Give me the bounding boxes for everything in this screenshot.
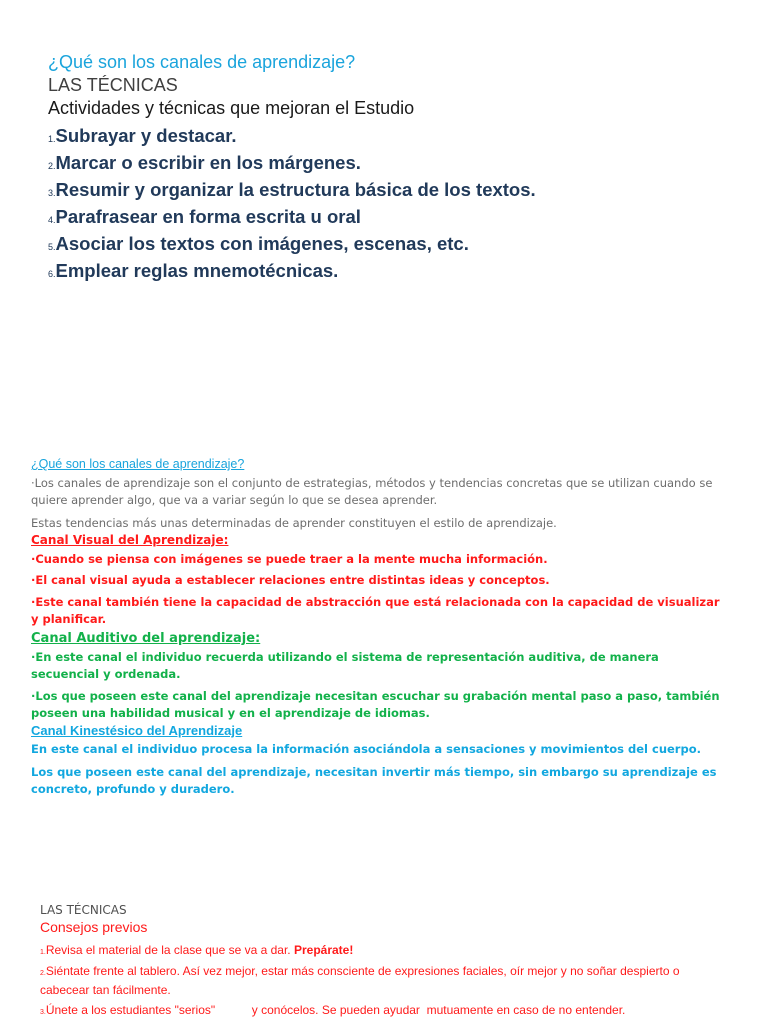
section3-heading: Consejos previos [40,919,148,935]
visual-channel-heading: Canal Visual del Aprendizaje: [31,533,229,547]
intro-paragraph: ·Los canales de aprendizaje son el conjunto de estrategias, métodos y tendencias concretas que se utilizan cuando se quiere aprender algo, que va a variar según lo que se desea aprender. [31,476,713,507]
section1-question: ¿Qué son los canales de aprendizaje? [48,52,356,72]
auditory-point: ·Los que poseen este canal del aprendizaje necesitan escuchar su grabación mental paso a paso, también poseen una habilidad musical y en el aprendizaje de idiomas. [31,689,720,720]
technique-item: 4.Parafrasear en forma escrita u oral [48,206,361,227]
visual-point: ·Este canal también tiene la capacidad de abstracción que está relacionada con la capacidad de visualizar y planificar. [31,595,720,626]
section1-heading: Actividades y técnicas que mejoran el Estudio [48,98,415,118]
section1-subtitle: LAS TÉCNICAS [48,75,178,95]
kinesthetic-point: En este canal el individuo procesa la información asociándola a sensaciones y movimientos del cuerpo. [31,742,701,756]
technique-item: 1.Subrayar y destacar. [48,125,237,146]
technique-item: 3.Resumir y organizar la estructura básica de los textos. [48,179,536,200]
tip-item: 2.Siéntate frente al tablero. Así vez mejor, estar más consciente de expresiones faciales, oír mejor y no soñar despierto o cabecear tan fácilmente. [40,964,680,997]
auditory-channel-heading: Canal Auditivo del aprendizaje: [31,631,261,646]
intro-paragraph-2: Estas tendencias más unas determinadas de aprender constituyen el estilo de aprendizaje. [31,516,557,530]
technique-item: 2.Marcar o escribir en los márgenes. [48,152,361,173]
section2-title: ¿Qué son los canales de aprendizaje? [31,457,245,471]
kinesthetic-channel-heading: Canal Kinestésico del Aprendizaje [31,723,243,738]
tip-item: 3.Únete a los estudiantes "serios" y conócelos. Se pueden ayudar mutuamente en caso de no entender. [40,1003,626,1017]
section3-subtitle: LAS TÉCNICAS [40,903,127,917]
tip-item: 1.Revisa el material de la clase que se va a dar. Prepárate! [40,943,354,957]
visual-point: ·El canal visual ayuda a establecer relaciones entre distintas ideas y conceptos. [31,573,550,587]
visual-point: ·Cuando se piensa con imágenes se puede traer a la mente mucha información. [31,552,548,566]
auditory-point: ·En este canal el individuo recuerda utilizando el sistema de representación auditiva, de manera secuencial y ordenada. [31,650,659,681]
technique-item: 5.Asociar los textos con imágenes, escenas, etc. [48,233,469,254]
technique-item: 6.Emplear reglas mnemotécnicas. [48,260,339,281]
techniques-list [48,124,536,286]
kinesthetic-point: Los que poseen este canal del aprendizaje, necesitan invertir más tiempo, sin embargo su aprendizaje es concreto, profundo y duradero. [31,765,717,796]
